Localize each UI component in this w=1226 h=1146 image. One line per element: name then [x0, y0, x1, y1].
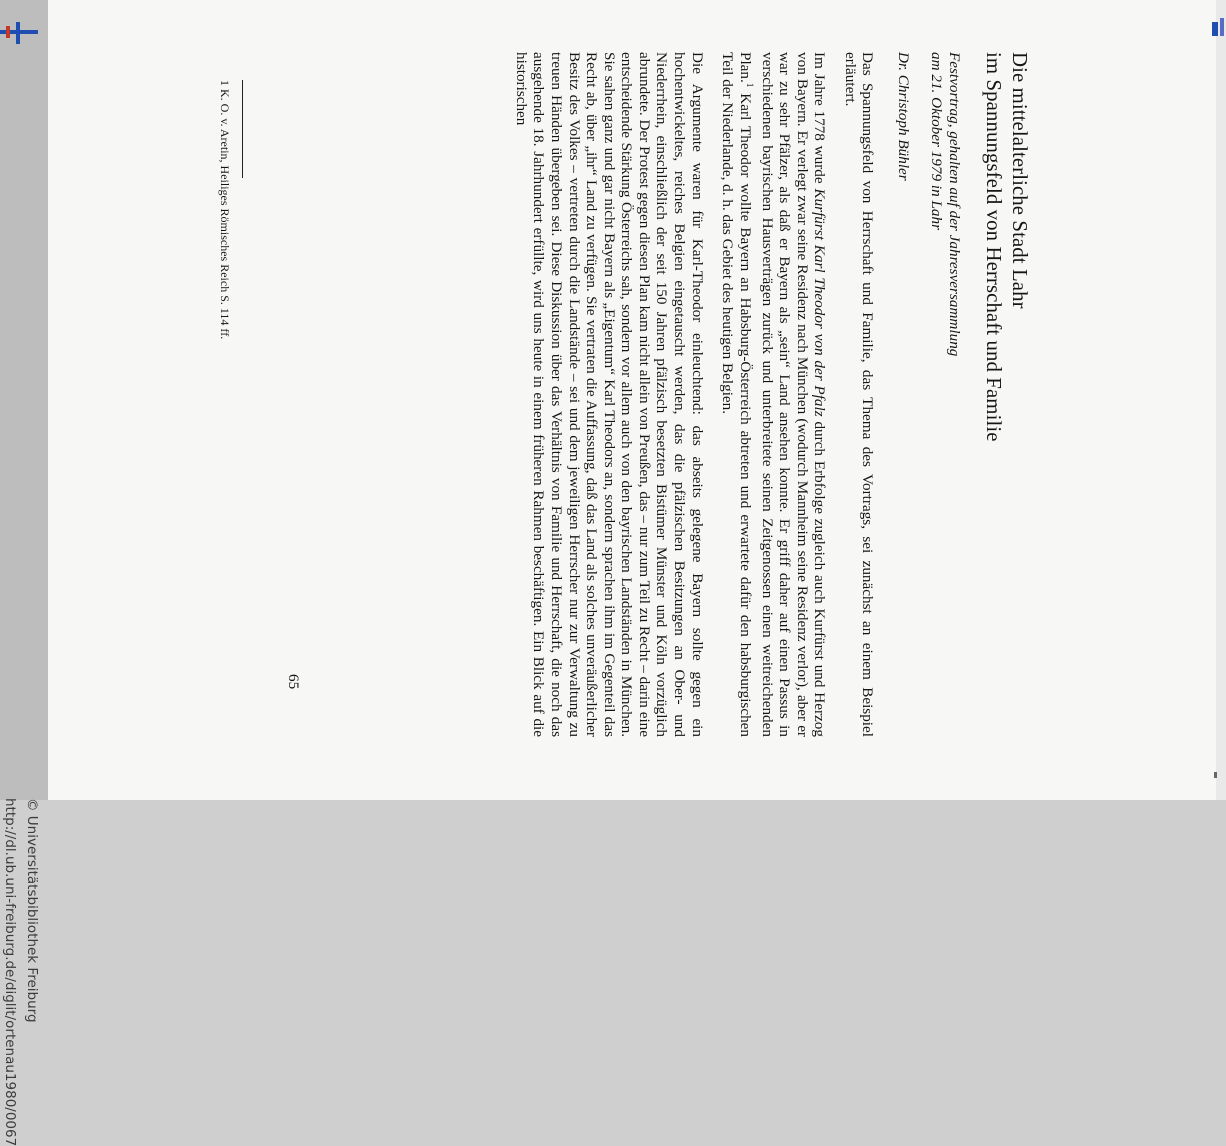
footnote: 1 K. O. v. Aretin, Heiliges Römisches Reich S. 114 ff.	[218, 80, 232, 340]
subtitle-line2: am 21. Oktober 1979 in Lahr	[928, 52, 946, 231]
right-page-edge	[1216, 0, 1226, 800]
paragraph-1: Das Spannungsfeld von Herrschaft und Familie, das Thema des Vortrags, sei zunächst an einem Beispiel erläutert.	[841, 52, 877, 737]
article-subtitle	[928, 52, 963, 737]
footnote-rule	[242, 80, 243, 178]
p2-part-b: durch Erbfolge zugleich auch Kurfürst und Herzog von Bayern. Er verlegt zwar seine Residenz nach München (wodurch Mannheim seine Residenz verlor), aber er war zu sehr Pfälzer, als daß er Bayern als „sein“ Land ansehen konnte. Er griff daher auf einen Passus in verschiedenen bayrischen Hausverträgen zurück und unterbreitete seinen Zeitgenossen einen weitreichenden Plan.	[736, 52, 829, 737]
article-title-line2: im Spannungsfeld von Herrschaft und Familie	[982, 52, 1005, 442]
p2-part-c: Karl Theodor wollte Bayern an Habsburg-Österreich abtreten und erwartete dafür den habsburgischen Teil der Niederlande, d. h. das Gebiet des heutigen Belgien.	[719, 52, 754, 737]
edge-tick	[1214, 772, 1217, 778]
page-marker-icon	[1212, 22, 1218, 36]
subtitle-line1: Festvortrag, gehalten auf der Jahresversammlung	[946, 52, 963, 357]
p2-part-a: Im Jahre 1778 wurde	[811, 52, 829, 189]
viewer-logo-icon	[0, 22, 40, 46]
watermark-url: http://dl.ub.uni-freiburg.de/diglit/ortenau1980/0067	[2, 798, 18, 1146]
page-number: 65	[285, 674, 302, 690]
rotated-page-content	[162, 52, 1032, 737]
watermark-copyright: © Universitätsbibliothek Freiburg	[24, 798, 40, 1023]
paragraph-3: Die Argumente waren für Karl-Theodor einleuchtend: das abseits gelegene Bayern sollte gegen ein hochentwickeltes, reiches Belgien eingetauscht werden, das die pfälzischen Besitzungen an Ober- und Niederrhein, einschließlich der seit 150 Jahren pfälzisch besetzten Bistümer Münster und Köln vorzüglich abrundete. Der Protest gegen diesen Plan kam nicht allein von Preußen, das – nur zum Teil zu Recht – darin eine entscheidende Stärkung Österreichs sah, sondern vor allem auch von den bayrischen Landständen in München. Sie sahen ganz und gar nicht Bayern als „Eigentum“ Karl Theodors an, sondern sprachen ihm im Gegenteil das Recht ab, über „ihr“ Land zu verfügen. Sie vertraten die Auffassung, daß das Land als solches unveräußerlicher Besitz des Volkes – vertreten durch die Landstände – sei und dem jeweiligen Herrscher nur zur Verwaltung zu treuen Händen übergeben sei. Diese Diskussion über das Verhältnis von Familie und Herrschaft, die noch das ausgehende 18. Jahrhundert erfüllte, wird uns heute in einem früheren Rahmen beschäftigen. Ein Blick auf die historischen	[512, 52, 706, 737]
footnote-ref: 1	[744, 82, 755, 88]
article-title-line1: Die mittelalterliche Stadt Lahr	[1008, 52, 1031, 309]
paragraph-2	[719, 52, 829, 737]
page-marker-icon-secondary	[1220, 18, 1224, 36]
watermark	[2, 798, 40, 1146]
p2-emphasis: Kurfürst Karl Theodor von der Pfalz	[811, 188, 829, 417]
article-author: Dr. Christoph Bühler	[895, 52, 912, 181]
